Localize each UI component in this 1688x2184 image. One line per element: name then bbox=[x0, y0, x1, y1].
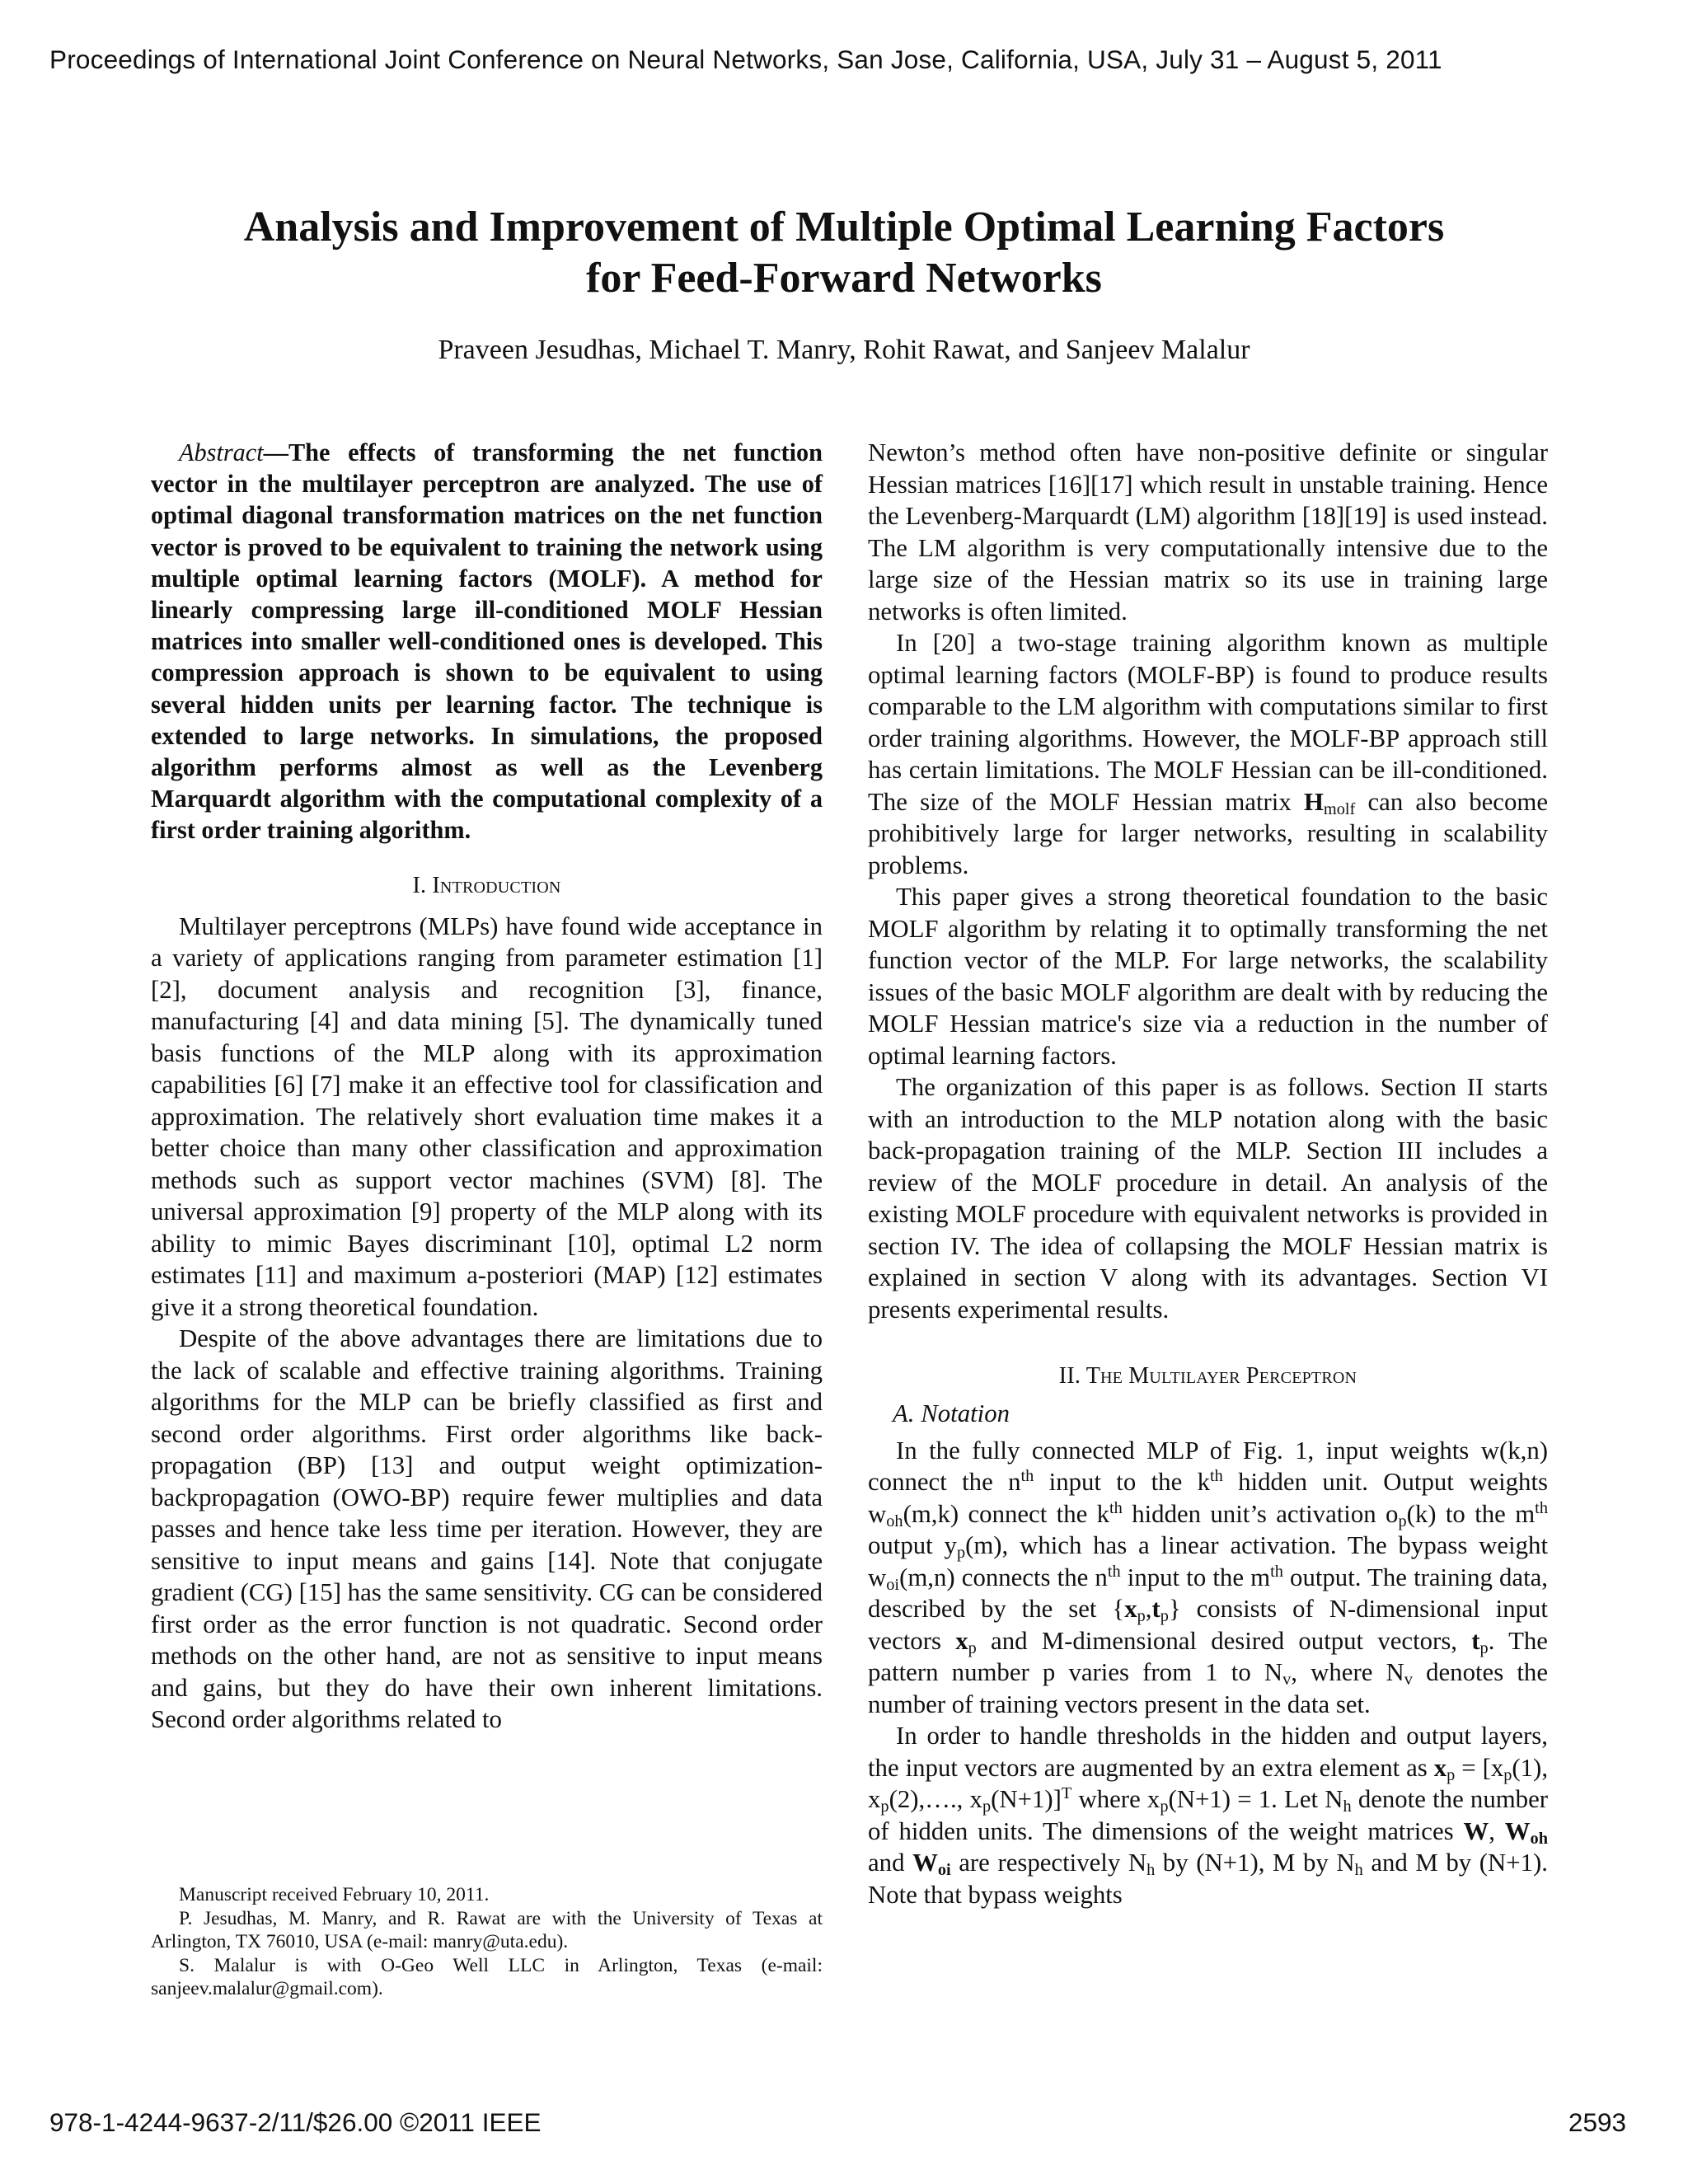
abstract-text: The effects of transforming the net function vector in the multilayer perceptron are analyzed. The use of optimal diagonal transformation matrices on the net function vector is proved to be equivalent to training the network using multiple optimal learning factors (MOLF). A method for linearly compressing large ill-conditioned MOLF Hessian matrices into smaller well-conditioned ones is developed. This compression approach is shown to be equivalent to using several hidden units per learning factor. The technique is extended to large networks. In simulations, the proposed algorithm performs almost as well as the Levenberg Marquardt algorithm with the computational complexity of a first order training algorithm. bbox=[151, 438, 823, 845]
intro-paragraph-4 bbox=[868, 627, 1548, 881]
intro-paragraph-4-tail: can also become prohibitively large for larger networks, resulting in scalability problems. bbox=[868, 787, 1548, 879]
page-number: 2593 bbox=[1568, 2107, 1626, 2137]
isbn-copyright: 978-1-4244-9637-2/11/$26.00 ©2011 IEEE bbox=[49, 2107, 542, 2137]
footnote-affiliation-2: S. Malalur is with O-Geo Well LLC in Arlington, Texas (e-mail: sanjeev.malalur@gmail.com). bbox=[151, 1954, 823, 1999]
intro-paragraph-2: Despite of the above advantages there are limitations due to the lack of scalable and effective training algorithms. Training algorithms for the MLP can be briefly classified as first and second order algorithms. First order algorithms like back-propagation (BP) [13] and output weight optimization-backpropagation (OWO-BP) require fewer multiplies and data passes and hence take less time per iteration. However, they are sensitive to input means and gains [14]. Note that conjugate gradient (CG) [15] has the same sensitivity. CG can be considered first order as the error function is not quadratic. Second order methods on the other hand, are not as sensitive to input means and gains, but they do have their own inherent limitations. Second order algorithms related to bbox=[151, 1324, 823, 1734]
intro-paragraph-3: Newton’s method often have non-positive definite or singular Hessian matrices [16][17] which result in unstable training. Hence the Levenberg-Marquardt (LM) algorithm [18][19] is used instead. The LM algorithm is very computationally intensive due to the large size of the Hessian matrix so its use in training large networks is often limited. bbox=[868, 438, 1548, 626]
intro-paragraph-6: The organization of this paper is as follows. Section II starts with an introduction to the MLP notation along with the basic back-propagation training of the MLP. Section III includes a review of the MOLF procedure in detail. An analysis of the existing MOLF procedure with equivalent networks is provided in section IV. The idea of collapsing the MOLF Hessian matrix is explained in section V along with its advantages. Section VI presents experimental results. bbox=[868, 1073, 1548, 1324]
footnotes bbox=[151, 1883, 823, 2001]
abstract bbox=[151, 437, 823, 846]
title-line-1: Analysis and Improvement of Multiple Optimal Learning Factors bbox=[243, 204, 1445, 251]
author-list: Praveen Jesudhas, Michael T. Manry, Rohit Rawat, and Sanjeev Malalur bbox=[438, 335, 1250, 365]
abstract-label: Abstract bbox=[179, 438, 264, 466]
paper-title bbox=[0, 202, 1688, 304]
subsection-heading-notation: A. Notation bbox=[893, 1399, 1010, 1427]
abstract-dash: — bbox=[263, 438, 288, 466]
section-heading-introduction: I. Introduction bbox=[412, 872, 561, 898]
intro-paragraph-1: Multilayer perceptrons (MLPs) have found wide acceptance in a variety of applications ranging from parameter estimation [1][2], document analysis and recognition [3], finance, manufacturing [4] and data mining [5]. The dynamically tuned basis functions of the MLP along with its approximation capabilities [6] [7] make it an effective tool for classification and approximation. The relatively short evaluation time makes it a better choice than many other classification and approximation methods such as support vector machines (SVM) [8]. The universal approximation [9] property of the MLP along with its ability to mimic Bayes discriminant [10], optimal L2 norm estimates [11] and maximum a-posteriori (MAP) [12] estimates give it a strong theoretical foundation. bbox=[151, 912, 823, 1321]
intro-paragraph-5: This paper gives a strong theoretical foundation to the basic MOLF algorithm by relating it to optimally transforming the net function vector of the MLP. For large networks, the scalability issues of the basic MOLF algorithm are dealt with by reducing the MOLF Hessian matrice's size via a reduction in the number of optimal learning factors. bbox=[868, 883, 1548, 1070]
hessian-symbol: H bbox=[1303, 787, 1324, 816]
footnote-affiliation-1: P. Jesudhas, M. Manry, and R. Rawat are with the University of Texas at Arlington, TX 76010, USA (e-mail: manry@uta.edu). bbox=[151, 1907, 823, 1952]
right-column bbox=[868, 437, 1548, 1910]
section-heading-mlp: II. The Multilayer Perceptron bbox=[1058, 1363, 1357, 1389]
hessian-subscript: molf bbox=[1323, 799, 1356, 818]
conference-header: Proceedings of International Joint Conference on Neural Networks, San Jose, California, USA, July 31 – August 5, 2011 bbox=[49, 45, 1442, 74]
title-line-2: for Feed-Forward Networks bbox=[586, 255, 1102, 302]
notation-paragraph-1: In the fully connected MLP of Fig. 1, input weights w(k,n) connect the $n^{th}$ input to the $k^{th}$ hidden unit. Output weights $w_{oh}(m,k)$ connect the $k^{th}$ hidden unit’s activation $o_p(k)$ to the $m^{th}$ output $y_p(m)$, which has a linear activation. The bypass weight $w_{oi}(m,n)$ connects the $n^{th}$ input to the $m^{th}$ output. The training data, described by the set $\{x_p,t_p\}$ consists of N-dimensional input vectors $x_p$ and M-dimensional desired output vectors, $t_p$. The pattern number p varies from 1 to $N_v$, where $N_v$ denotes the number of training vectors present in the data set. bbox=[868, 1436, 1549, 1718]
notation-paragraph-2: In order to handle thresholds in the hidden and output layers, the input vectors are augmented by an extra element as $x_p = [x_p(1)$, $x_p(2),\dots$., $x_p(N+1)]^T$ where $x_p(N+1) = 1$. Let $N_h$ denote the number of hidden units. The dimensions of the weight matrices W, $W_{oh}$ and $W_{oi}$ are respectively $N_h$ by (N+1), M by $N_h$ and M by (N+1). Note that bypass weights bbox=[868, 1722, 1549, 1909]
intro-paragraph-4-text: In [20] a two-stage training algorithm known as multiple optimal learning factors (MOLF-BP) is found to produce results comparable to the LM algorithm with computations similar to first order training algorithms. However, the MOLF-BP approach still has certain limitations. The MOLF Hessian can be ill-conditioned. The size of the MOLF Hessian matrix bbox=[868, 629, 1548, 816]
footnote-received: Manuscript received February 10, 2011. bbox=[179, 1884, 490, 1905]
left-column bbox=[151, 437, 823, 1736]
